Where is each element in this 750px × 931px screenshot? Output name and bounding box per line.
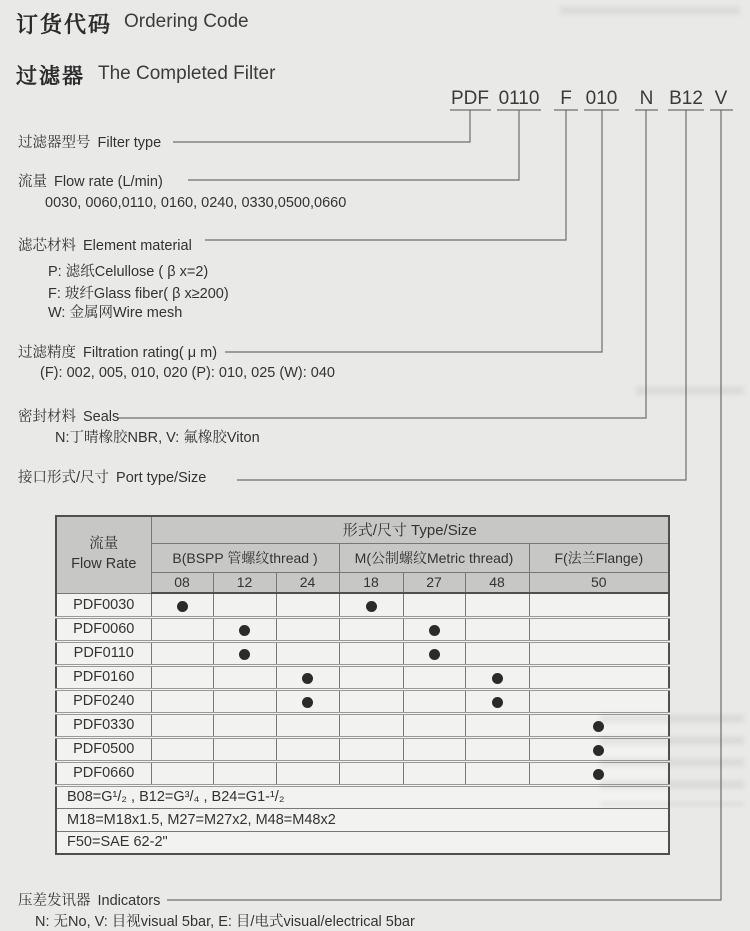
section-label-en: Filter type xyxy=(97,135,162,151)
element-material-option: F: 玻纤Glass fiber( β x≥200) xyxy=(48,286,229,302)
section-label-zh: 接口形式/尺寸 xyxy=(18,470,110,486)
dot-cell xyxy=(276,617,339,641)
size-col-header: 24 xyxy=(276,572,339,593)
dot-cell xyxy=(151,641,213,665)
code-segment: N xyxy=(639,88,654,109)
code-segment: PDF xyxy=(451,88,489,109)
flow-rate-header-en: Flow Rate xyxy=(71,555,137,572)
dot-cell xyxy=(213,689,276,713)
dot-cell xyxy=(213,737,276,761)
availability-dot xyxy=(239,649,250,660)
dot-cell xyxy=(403,641,465,665)
dot-cell xyxy=(403,665,465,689)
section-label-zh: 流量 xyxy=(18,174,47,190)
section-indicators xyxy=(18,889,160,910)
dot-cell xyxy=(465,665,529,689)
dot-cell xyxy=(276,689,339,713)
dot-cell xyxy=(403,593,465,617)
note-row xyxy=(56,808,669,831)
size-col-header: 18 xyxy=(339,572,403,593)
dot-cell xyxy=(403,713,465,737)
availability-dot xyxy=(302,673,313,684)
model-cell: PDF0160 xyxy=(56,665,151,689)
group-header-flange: F(法兰Flange) xyxy=(529,543,669,572)
dot-cell xyxy=(465,713,529,737)
dot-cell xyxy=(151,713,213,737)
dot-cell xyxy=(529,617,669,641)
availability-dot xyxy=(593,721,604,732)
section-filter-type xyxy=(18,131,161,152)
page-title-en: Ordering Code xyxy=(124,11,249,32)
size-col-header: 50 xyxy=(529,572,669,593)
section-label-zh: 滤芯材料 xyxy=(18,238,76,254)
dot-cell xyxy=(276,593,339,617)
section-label-zh: 压差发讯器 xyxy=(18,893,91,909)
dot-cell xyxy=(465,689,529,713)
section-label-zh: 过滤精度 xyxy=(18,345,76,361)
dot-cell xyxy=(151,617,213,641)
section-element-material xyxy=(18,234,192,255)
dot-cell xyxy=(213,641,276,665)
dot-cell xyxy=(213,593,276,617)
dot-cell xyxy=(276,761,339,785)
dot-cell xyxy=(529,665,669,689)
section-label-en: Indicators xyxy=(97,893,161,909)
dot-cell xyxy=(339,713,403,737)
dot-cell xyxy=(529,689,669,713)
dot-cell xyxy=(529,737,669,761)
dot-cell xyxy=(465,761,529,785)
availability-dot xyxy=(429,625,440,636)
dot-cell xyxy=(276,665,339,689)
size-col-header: 08 xyxy=(151,572,213,593)
section-label-zh: 过滤器型号 xyxy=(18,135,91,151)
model-cell: PDF0240 xyxy=(56,689,151,713)
dot-cell xyxy=(339,641,403,665)
dot-cell xyxy=(529,761,669,785)
size-col-header: 48 xyxy=(465,572,529,593)
availability-dot xyxy=(492,673,503,684)
flow-rate-values: 0030, 0060,0110, 0160, 0240, 0330,0500,0660 xyxy=(45,195,347,211)
dot-cell xyxy=(276,641,339,665)
model-cell: PDF0030 xyxy=(56,593,151,617)
page-title-zh: 订货代码 xyxy=(16,12,113,37)
code-segment: F xyxy=(560,88,572,109)
dot-cell xyxy=(403,617,465,641)
section-seals xyxy=(18,405,119,426)
group-header-metric: M(公制螺纹Metric thread) xyxy=(339,543,529,572)
dot-cell xyxy=(276,737,339,761)
model-cell: PDF0500 xyxy=(56,737,151,761)
availability-dot xyxy=(177,601,188,612)
dot-cell xyxy=(465,617,529,641)
page-subtitle-zh: 过滤器 xyxy=(16,65,85,88)
dot-cell xyxy=(403,737,465,761)
dot-cell xyxy=(529,641,669,665)
dot-cell xyxy=(529,713,669,737)
table-header xyxy=(56,516,669,593)
code-segment: 010 xyxy=(585,88,618,109)
dot-cell xyxy=(213,665,276,689)
availability-dot xyxy=(239,625,250,636)
section-port-type xyxy=(18,466,206,487)
section-label-en: Filtration rating( μ m) xyxy=(83,345,218,361)
dot-cell xyxy=(403,761,465,785)
availability-dot xyxy=(593,745,604,756)
dot-cell xyxy=(339,737,403,761)
table-row xyxy=(56,713,669,737)
port-size-table xyxy=(55,515,670,855)
dot-cell xyxy=(213,617,276,641)
section-label-zh: 密封材料 xyxy=(18,409,76,425)
note-text: F50=SAE 62-2" xyxy=(56,831,669,854)
code-segment: B12 xyxy=(669,88,703,109)
model-cell: PDF0060 xyxy=(56,617,151,641)
dot-cell xyxy=(151,593,213,617)
dot-cell xyxy=(465,641,529,665)
availability-dot xyxy=(492,697,503,708)
availability-dot xyxy=(302,697,313,708)
model-cell: PDF0330 xyxy=(56,713,151,737)
flow-rate-header xyxy=(56,516,151,593)
filtration-rating-values: (F): 002, 005, 010, 020 (P): 010, 025 (W): 040 xyxy=(40,365,335,381)
note-row xyxy=(56,831,669,854)
dot-cell xyxy=(403,689,465,713)
page-subtitle-en: The Completed Filter xyxy=(98,63,276,84)
seals-options: N:丁晴橡胶NBR, V: 氟橡胶Viton xyxy=(55,430,260,446)
model-cell: PDF0660 xyxy=(56,761,151,785)
dot-cell xyxy=(339,689,403,713)
dot-cell xyxy=(339,665,403,689)
table-row xyxy=(56,737,669,761)
element-material-option: P: 滤纸Celullose ( β x=2) xyxy=(48,264,209,280)
note-text: B08=G¹/₂ , B12=G³/₄ , B24=G1-¹/₂ xyxy=(56,785,669,808)
dot-cell xyxy=(151,665,213,689)
table-row xyxy=(56,617,669,641)
section-label-en: Element material xyxy=(83,238,192,254)
size-col-header: 12 xyxy=(213,572,276,593)
section-filtration-rating xyxy=(18,341,217,362)
table-row xyxy=(56,689,669,713)
availability-dot xyxy=(366,601,377,612)
print-bleed-artifact xyxy=(560,6,740,22)
section-label-en: Seals xyxy=(83,409,120,425)
indicators-options: N: 无No, V: 目视visual 5bar, E: 目/电式visual/electrical 5bar xyxy=(35,914,415,930)
table-row xyxy=(56,593,669,617)
model-cell: PDF0110 xyxy=(56,641,151,665)
table-body xyxy=(56,593,669,785)
group-header-bspp: B(BSPP 管螺纹thread ) xyxy=(151,543,339,572)
dot-cell xyxy=(529,593,669,617)
dot-cell xyxy=(339,617,403,641)
table-row xyxy=(56,665,669,689)
size-col-header: 27 xyxy=(403,572,465,593)
dot-cell xyxy=(339,761,403,785)
dot-cell xyxy=(151,737,213,761)
note-row xyxy=(56,785,669,808)
flow-rate-header-zh: 流量 xyxy=(89,536,119,553)
table-notes xyxy=(56,785,669,854)
note-text: M18=M18x1.5, M27=M27x2, M48=M48x2 xyxy=(56,808,669,831)
dot-cell xyxy=(465,593,529,617)
availability-dot xyxy=(429,649,440,660)
table-row xyxy=(56,761,669,785)
section-flow-rate xyxy=(18,170,163,191)
dot-cell xyxy=(213,761,276,785)
dot-cell xyxy=(151,689,213,713)
print-bleed-artifact xyxy=(636,386,744,400)
dot-cell xyxy=(465,737,529,761)
dot-cell xyxy=(276,713,339,737)
code-segment: V xyxy=(714,88,728,109)
element-material-option: W: 金属网Wire mesh xyxy=(48,305,183,321)
code-segment: 0110 xyxy=(498,88,540,109)
section-label-en: Flow rate (L/min) xyxy=(54,174,163,190)
dot-cell xyxy=(339,593,403,617)
section-label-en: Port type/Size xyxy=(116,470,207,486)
table-row xyxy=(56,641,669,665)
dot-cell xyxy=(213,713,276,737)
dot-cell xyxy=(151,761,213,785)
availability-dot xyxy=(593,769,604,780)
type-size-header: 形式/尺寸 Type/Size xyxy=(151,516,669,543)
